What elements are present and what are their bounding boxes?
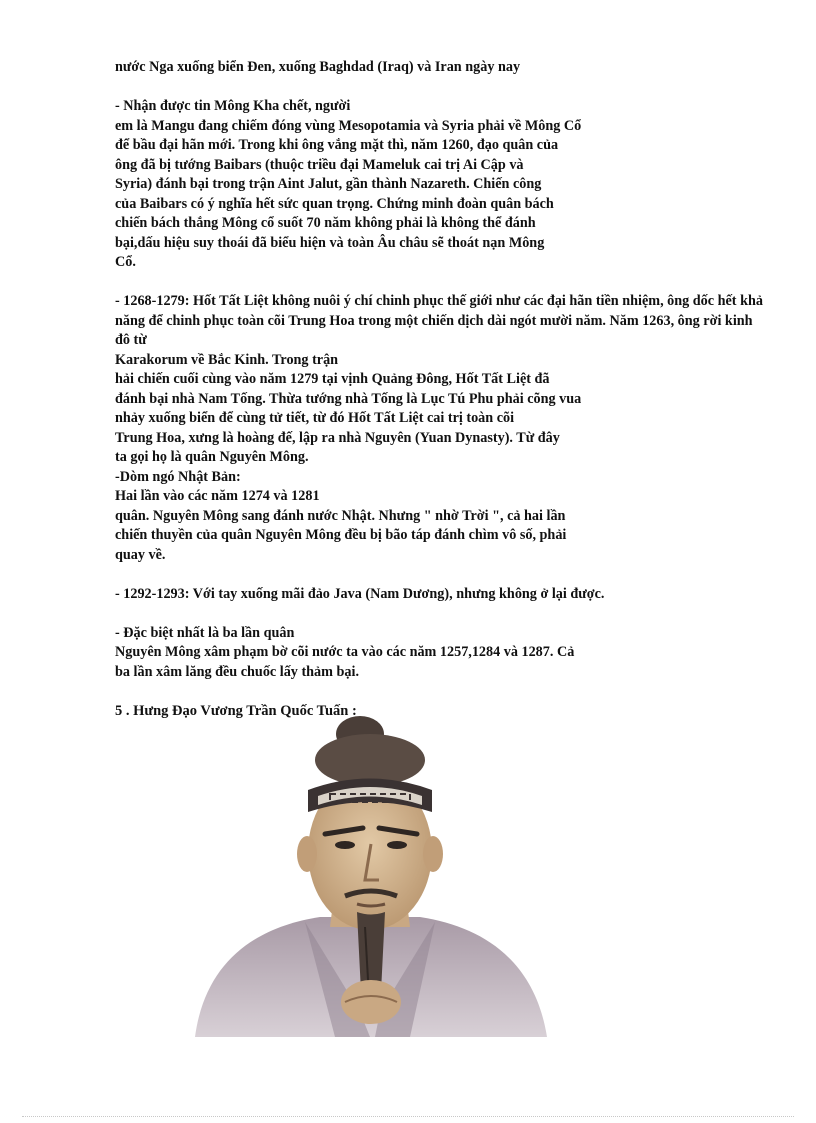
portrait-image — [185, 712, 555, 1037]
text-line: chiến thuyền của quân Nguyên Mông đều bị bão táp đánh chìm vô số, phải — [115, 527, 567, 543]
text-line: em là Mangu đang chiếm đóng vùng Mesopotamia và Syria phải về Mông Cổ — [115, 117, 582, 134]
paragraph-kublai — [115, 292, 765, 565]
text-line: bại,dấu hiệu suy thoái đã biểu hiện và toàn Âu châu sẽ thoát nạn Mông — [115, 234, 545, 251]
text-line: - 1268-1279: Hốt Tất Liệt không nuôi ý chí chinh phục thế giới như các đại hãn tiền nhiệm, ông dốc hết khả — [115, 293, 763, 309]
paragraph-gap — [115, 273, 765, 293]
text-line: Nguyên Mông xâm phạm bờ cõi nước ta vào các năm 1257,1284 và 1287. Cả — [115, 644, 575, 660]
paragraph-gap — [115, 604, 765, 624]
paragraph-java — [115, 585, 765, 605]
text-line: Syria) đánh bại trong trận Aint Jalut, gần thành Nazareth. Chiến công — [115, 176, 542, 192]
text-line: đánh bại nhà Nam Tống. Thừa tướng nhà Tống là Lục Tú Phu phải cõng vua — [115, 390, 582, 407]
text-line: Karakorum về Bắc Kinh. Trong trận — [115, 351, 339, 368]
text-line: - 1292-1293: Với tay xuống mãi đảo Java (Nam Dương), nhưng không ở lại được. — [115, 585, 605, 602]
paragraph-gap — [115, 682, 765, 702]
page-footer-divider — [22, 1116, 794, 1117]
text-line: quân. Nguyên Mông sang đánh nước Nhật. Nhưng " nhờ Trời ", cả hai lần — [115, 507, 566, 524]
paragraph-vietnam — [115, 624, 765, 683]
document-body — [115, 58, 765, 721]
text-line: để bầu đại hãn mới. Trong khi ông vắng mặt thì, năm 1260, đạo quân của — [115, 137, 559, 153]
text-line: ba lần xâm lăng đều chuốc lấy thảm bại. — [115, 663, 359, 680]
text-line: nước Nga xuống biển Đen, xuống Baghdad (Iraq) và Iran ngày nay — [115, 59, 521, 75]
text-line: - Đặc biệt nhất là ba lần quân — [115, 624, 295, 641]
text-line: Trung Hoa, xưng là hoàng đế, lập ra nhà Nguyên (Yuan Dynasty). Từ đây — [115, 429, 560, 446]
text-line: của Baibars có ý nghĩa hết sức quan trọng. Chứng minh đoàn quân bách — [115, 195, 554, 212]
text-line: Cổ. — [115, 254, 136, 270]
portrait-illustration — [185, 712, 555, 1037]
text-line: -Dòm ngó Nhật Bản: — [115, 468, 241, 485]
text-line: ta gọi họ là quân Nguyên Mông. — [115, 449, 309, 465]
paragraph-mangu — [115, 97, 765, 273]
text-line: quay về. — [115, 546, 166, 563]
text-line: hải chiến cuối cùng vào năm 1279 tại vịnh Quảng Đông, Hốt Tất Liệt đã — [115, 371, 550, 387]
text-line: chiến bách thắng Mông cổ suốt 70 năm không phải là không thể đánh — [115, 215, 536, 231]
paragraph-top — [115, 58, 765, 78]
text-line: Hai lần vào các năm 1274 và 1281 — [115, 488, 320, 504]
text-line: ông đã bị tướng Baibars (thuộc triều đại Mameluk cai trị Ai Cập và — [115, 156, 524, 173]
text-line: năng để chinh phục toàn cõi Trung Hoa trong một chiến dịch dài ngót mười năm. Năm 1263, ông rời kinh đô từ — [115, 312, 753, 348]
text-line: - Nhận được tin Mông Kha chết, người — [115, 98, 351, 114]
section-heading: 5 . Hưng Đạo Vương Trần Quốc Tuấn : — [115, 702, 357, 719]
paragraph-gap — [115, 565, 765, 585]
text-line: nhảy xuống biển để cùng tử tiết, từ đó Hốt Tất Liệt cai trị toàn cõi — [115, 410, 515, 426]
paragraph-gap — [115, 78, 765, 98]
